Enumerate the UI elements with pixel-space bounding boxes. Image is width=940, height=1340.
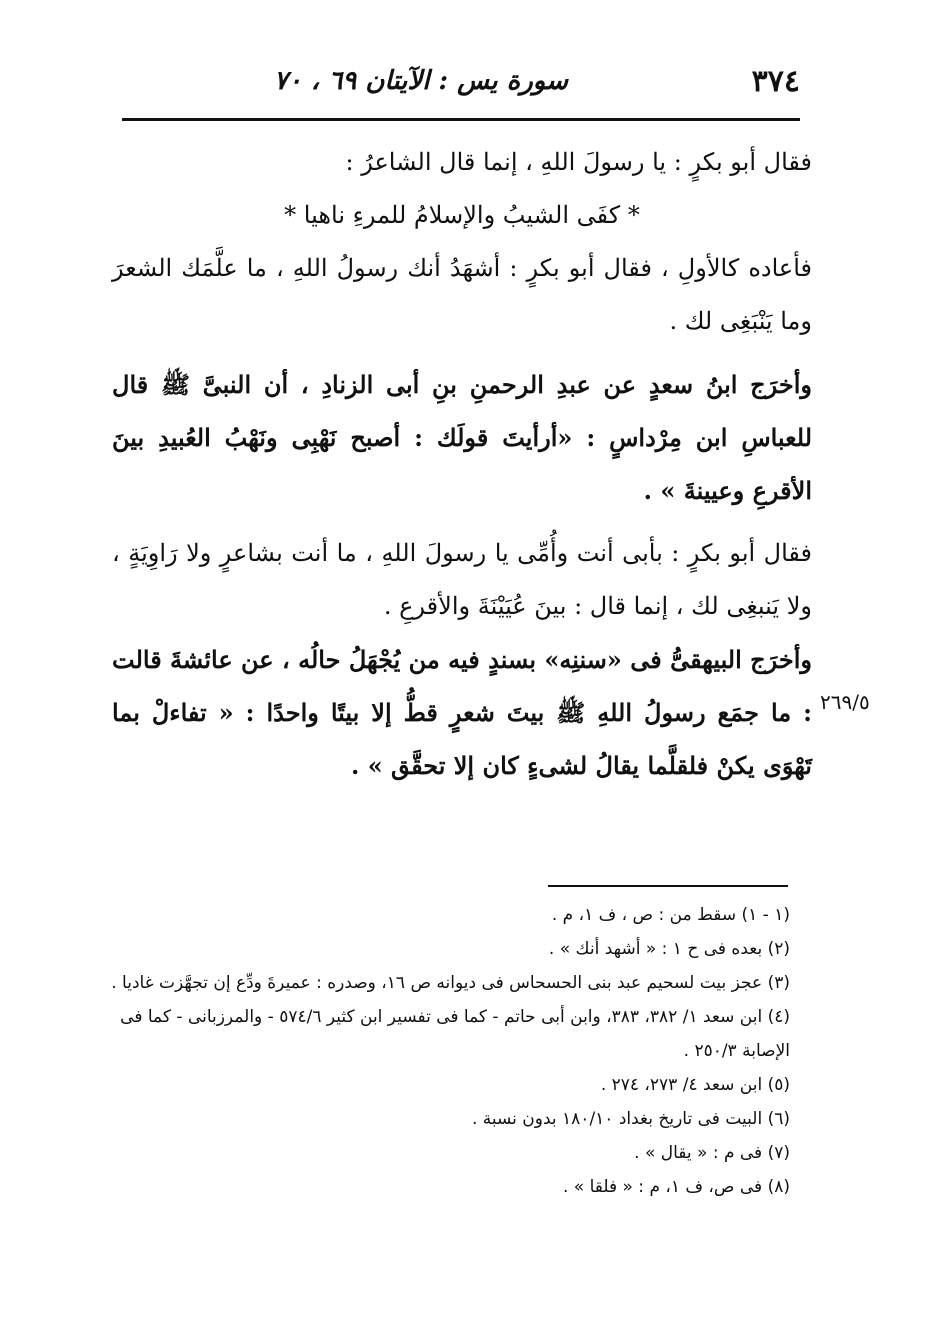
paragraph-4: فقال أبو بكرٍ : بأبى أنت وأُمِّى يا رسولَ اللهِ ، ما أنت بشاعرٍ ولا رَاوِيَةٍ ، ولا يَنبغِى لك ، إنما قال : بينَ عُيَيْنَةَ والأقرعِ . bbox=[112, 539, 812, 620]
footnote: (٣) عجز بيت لسحيم عبد بنى الحسحاس فى ديوانه ص ١٦، وصدره : عميرةَ ودِّع إن تجهَّزت غاديا . bbox=[111, 973, 790, 993]
paragraph-1: فقال أبو بكرٍ : يا رسولَ اللهِ ، إنما قال الشاعرُ : bbox=[345, 148, 812, 176]
paragraph-2: فأعاده كالأولِ ، فقال أبو بكرٍ : أشهَدُ أنك رسولُ اللهِ ، ما علَّمَك الشعرَ وما يَنْبَغِى لك . bbox=[112, 254, 812, 335]
footnote: (٢) بعده فى ح ١ : « أشهد أنك » . bbox=[548, 939, 790, 959]
footnotes bbox=[100, 898, 790, 1204]
footnote-divider bbox=[548, 885, 788, 887]
header-divider bbox=[122, 118, 800, 121]
running-title: سورة يس : الآيتان ٦٩ ، ٧٠ bbox=[273, 66, 568, 96]
footnote: (٧) فى م : « يقال » . bbox=[634, 1143, 790, 1163]
page-header bbox=[122, 62, 800, 108]
verse-line: * كفَى الشيبُ والإسلامُ للمرءِ ناهيا * bbox=[284, 201, 640, 229]
page-number: ٣٧٤ bbox=[751, 64, 800, 99]
paragraph-3: وأخرَج ابنُ سعدٍ عن عبدِ الرحمنِ بنِ أبى الزنادِ ، أن النبىَّ ﷺ قال للعباسِ ابن مِرْداسٍ : «أرأيتَ قولَك : أصبح نَهْبِى ونَهْبُ العُبيدِ بينَ الأقرعِ وعيينةَ » . bbox=[112, 370, 812, 505]
footnote: (٥) ابن سعد ٤/ ٢٧٣، ٢٧٤ . bbox=[600, 1075, 790, 1095]
footnote: (٤) ابن سعد ١/ ٣٨٢، ٣٨٣، وابن أبى حاتم - كما فى تفسير ابن كثير ٥٧٤/٦ - والمرزبانى - كما فى الإصابة ٢٥٠/٣ . bbox=[120, 1007, 790, 1061]
margin-reference: ٢٦٩/٥ bbox=[820, 690, 870, 714]
footnote: (١ - ١) سقط من : ص ، ف ١، م . bbox=[551, 905, 790, 925]
main-text bbox=[112, 136, 812, 792]
footnote: (٦) البيت فى تاريخ بغداد ١٨٠/١٠ بدون نسبة . bbox=[471, 1109, 790, 1129]
footnote: (٨) فى ص، ف ١، م : « فلقا » . bbox=[562, 1177, 790, 1197]
paragraph-5: وأخرَج البيهقىُّ فى «سننِه» بسندٍ فيه من يُجْهَلُ حالُه ، عن عائشةَ قالت : ما جمَع رسولُ اللهِ ﷺ بيتَ شعرٍ قطُّ إلا بيتًا واحدًا : « تفاءلْ بما تَهْوَى يكنْ فلقلَّما يقالُ لشىءٍ كان إلا تحقَّق » . bbox=[112, 645, 812, 780]
